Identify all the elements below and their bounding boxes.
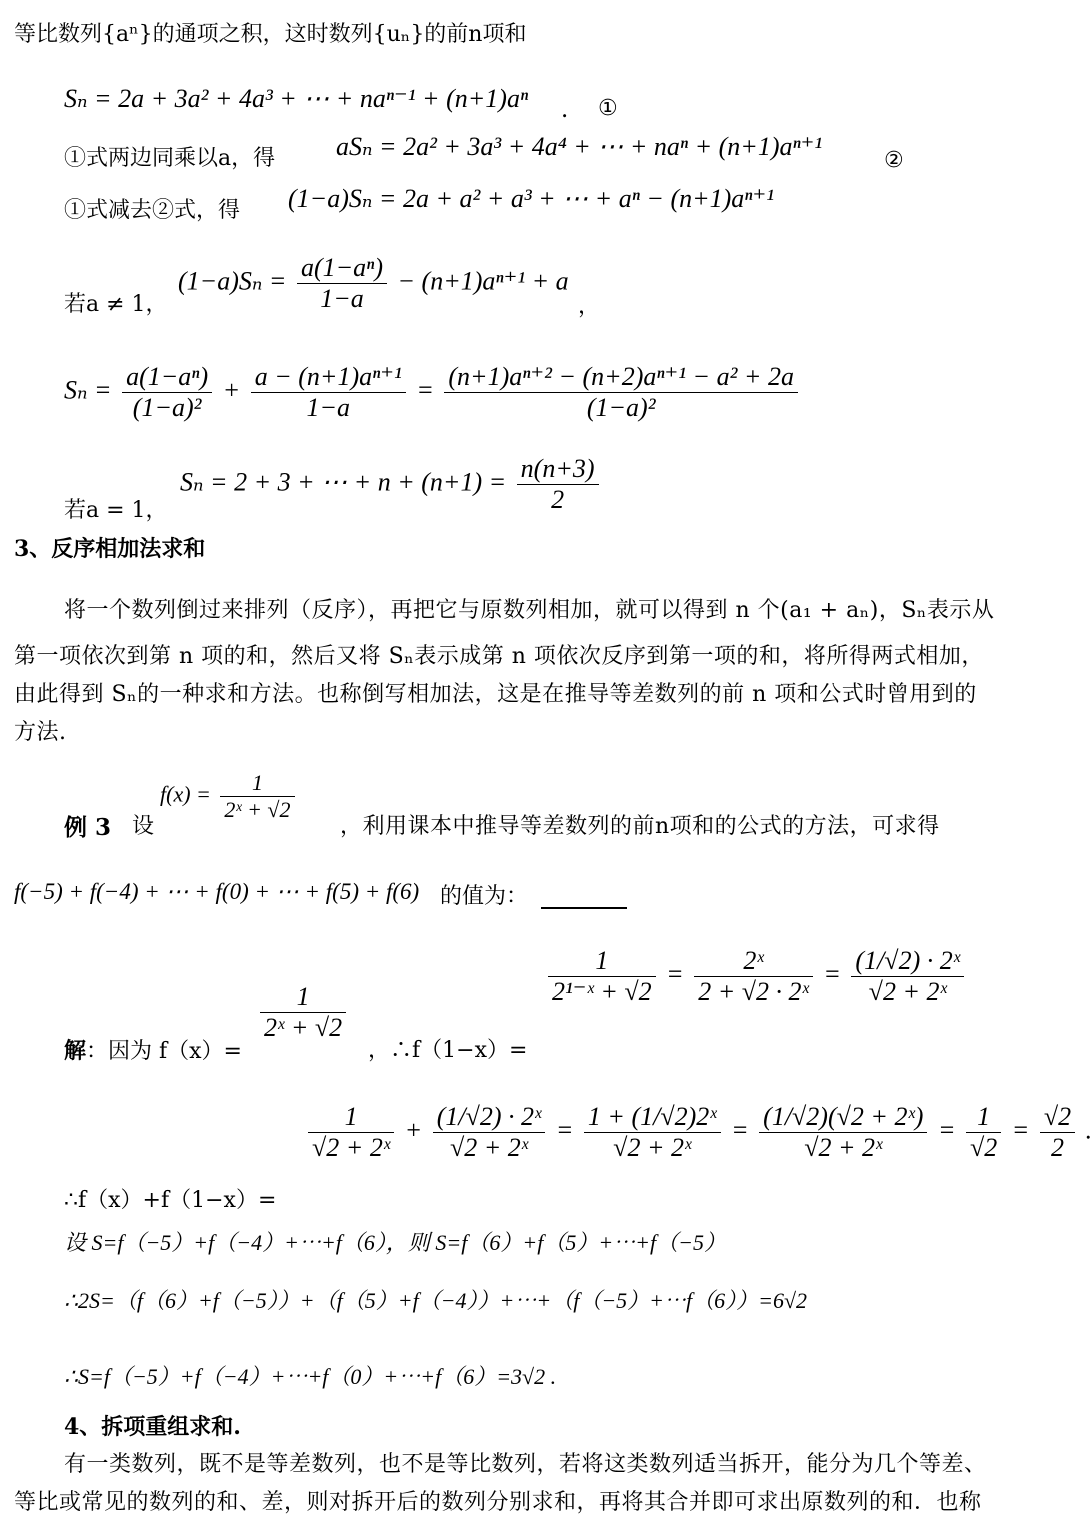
- denominator: 2: [1040, 1132, 1075, 1161]
- lhs: Sₙ = 2 + 3 + ⋯ + n + (n+1) =: [180, 467, 507, 497]
- s-result: ∴S=f（−5）+f（−4）+⋯+f（0）+⋯+f（6）=3√2 .: [64, 1364, 557, 1389]
- numerator: a(1−aⁿ): [126, 362, 209, 391]
- example-3-question: ，利用课本中推导等差数列的前n项和的公式的方法，可求得: [340, 814, 940, 839]
- equals: =: [1011, 1115, 1030, 1145]
- lhs: (1−a)Sₙ =: [178, 266, 287, 296]
- fraction-2: [251, 364, 406, 421]
- denominator: 2¹⁻ˣ + √2: [548, 976, 656, 1005]
- equals: =: [555, 1115, 574, 1145]
- rest: − (n+1)aⁿ⁺¹ + a: [397, 266, 569, 296]
- sum-fraction-5: [966, 1104, 1001, 1161]
- fraction-3: [694, 948, 813, 1005]
- denominator: 2ˣ + √2: [260, 1012, 346, 1041]
- equals: =: [823, 959, 841, 989]
- numerator: 1 + (1/√2)2ˣ: [587, 1102, 717, 1131]
- example-3-sum: f(−5) + f(−4) + ⋯ + f(0) + ⋯ + f(5) + f(6): [14, 879, 420, 904]
- formula-case-a-neq-1: [178, 255, 569, 312]
- fraction-4: [851, 948, 964, 1005]
- numerator: 1: [344, 1102, 358, 1131]
- denominator: √2 + 2ˣ: [584, 1132, 721, 1161]
- denominator: 1−a: [251, 392, 406, 421]
- paragraph-3-line-2: 第一项依次到第 n 项的和，然后又将 Sₙ表示成第 n 项依次反序到第一项的和，将所得两式相加，: [14, 644, 984, 669]
- numerator: 2ˣ: [743, 946, 764, 975]
- fraction-3: [444, 364, 798, 421]
- text-multiply-by-a: ①式两边同乘以a，得: [64, 146, 276, 171]
- equals: =: [731, 1115, 749, 1145]
- fraction-2: [548, 948, 656, 1005]
- example-3-ask: [440, 886, 627, 909]
- formula-difference: (1−a)Sₙ = 2a + a² + a³ + ⋯ + aⁿ − (n+1)aⁿ⁺¹: [288, 184, 775, 213]
- denominator: √2 + 2ˣ: [851, 976, 964, 1005]
- solution-label: 解: [64, 1038, 87, 1064]
- example-3-fx: [160, 772, 299, 821]
- denominator: 2: [517, 484, 599, 513]
- denominator: √2 + 2ˣ: [759, 1132, 927, 1161]
- numerator: √2: [1043, 1102, 1072, 1131]
- fraction-1: [260, 984, 346, 1041]
- solution-f1mx: [544, 948, 968, 1005]
- denominator: 2 + √2 · 2ˣ: [694, 976, 813, 1005]
- solution-text: ：因为 f（x）=: [86, 1039, 242, 1064]
- solution-intro: [64, 1040, 242, 1063]
- paragraph-4-line-2: 等比或常见的数列的和、差，则对拆开后的数列分别求和，再将其合并即可求出原数列的和．也称: [14, 1490, 982, 1515]
- section-heading-3: 3、反序相加法求和: [14, 536, 206, 562]
- numerator: (1/√2) · 2ˣ: [855, 946, 961, 975]
- text-line-1: 等比数列{aⁿ}的通项之积，这时数列{uₙ}的前n项和: [14, 22, 527, 47]
- fx-fraction: [220, 772, 294, 821]
- denominator: √2 + 2ˣ: [308, 1132, 394, 1161]
- numerator: a − (n+1)aⁿ⁺¹: [254, 362, 402, 391]
- equals: =: [937, 1115, 956, 1145]
- solution-fx: [256, 984, 350, 1041]
- numerator: a(1−aⁿ): [300, 253, 384, 282]
- fraction: [297, 255, 387, 312]
- plus: +: [222, 375, 241, 405]
- example-3-she: 设: [132, 814, 155, 839]
- sum-fraction-1: [308, 1104, 394, 1161]
- numerator: n(n+3): [520, 454, 595, 483]
- sum-fraction-6: [1040, 1104, 1075, 1161]
- denominator: √2: [966, 1132, 1001, 1161]
- s-definition: 设 S=f（−5）+f（−4）+⋯+f（6），则 S=f（6）+f（5）+⋯+f（−5）: [64, 1230, 726, 1255]
- fx-lhs: f(x) =: [160, 781, 211, 807]
- paragraph-3-line-4: 方法.: [14, 720, 67, 745]
- numerator: 1: [977, 1102, 991, 1131]
- formula-sn-dot: .: [562, 94, 569, 123]
- numerator: 1: [595, 946, 609, 975]
- numerator: (1/√2)(√2 + 2ˣ): [763, 1102, 924, 1131]
- numerator: 1: [251, 770, 263, 795]
- formula-sn: Sₙ = 2a + 3a² + 4a³ + ⋯ + naⁿ⁻¹ + (n+1)aⁿ: [64, 84, 529, 113]
- s-double: ∴2S=（f（6）+f（−5））+（f（5）+f（−4））+⋯+（f（−5）+⋯f（6））=6√2: [64, 1288, 808, 1313]
- comma: ，: [578, 294, 601, 319]
- sum-chain: [304, 1104, 1092, 1161]
- equals: =: [416, 375, 434, 405]
- text-subtract: ①式减去②式，得: [64, 198, 241, 223]
- plus: +: [404, 1115, 423, 1145]
- period: .: [1085, 1115, 1092, 1145]
- sum-fraction-2: [433, 1104, 546, 1161]
- numerator: 1: [296, 982, 310, 1011]
- denominator: 2ˣ + √2: [220, 796, 294, 821]
- text-if-a-neq-1: 若a ≠ 1，: [64, 292, 168, 317]
- sum-fraction-3: [584, 1104, 721, 1161]
- paragraph-3-line-3: 由此得到 Sₙ的一种求和方法。也称倒写相加法，这是在推导等差数列的前 n 项和公式时曾用到的: [14, 682, 977, 707]
- answer-blank: [541, 907, 627, 909]
- denominator: (1−a)²: [444, 392, 798, 421]
- ask-text: 的值为：: [440, 884, 529, 909]
- paragraph-3-line-1: 将一个数列倒过来排列（反序），再把它与原数列相加，就可以得到 n 个(a₁ + aₙ)，Sₙ表示从: [64, 598, 995, 623]
- fraction: [517, 456, 599, 513]
- sum-fraction-4: [759, 1104, 927, 1161]
- denominator: 1−a: [297, 283, 387, 312]
- section-heading-4: 4、拆项重组求和.: [64, 1414, 241, 1440]
- text-if-a-eq-1: 若a = 1，: [64, 498, 168, 523]
- denominator: (1−a)²: [122, 392, 212, 421]
- numerator: (n+1)aⁿ⁺² − (n+2)aⁿ⁺¹ − a² + 2a: [448, 362, 794, 391]
- formula-sn-closed: [64, 364, 802, 421]
- formula-asn: aSₙ = 2a² + 3a³ + 4a⁴ + ⋯ + naⁿ + (n+1)aⁿ⁺¹: [336, 132, 823, 161]
- numerator: (1/√2) · 2ˣ: [436, 1102, 542, 1131]
- formula-case-a-eq-1: [180, 456, 603, 513]
- lhs: Sₙ =: [64, 375, 112, 405]
- fraction-1: [122, 364, 212, 421]
- equation-marker-2: ②: [884, 148, 904, 173]
- paragraph-4-line-1: 有一类数列，既不是等差数列，也不是等比数列，若将这类数列适当拆开，能分为几个等差、: [64, 1452, 987, 1477]
- example-3-label: 例 3: [64, 814, 112, 841]
- equation-marker-1: ①: [598, 96, 618, 121]
- solution-therefore: ，∴f（1−x）=: [368, 1038, 528, 1063]
- equals: =: [666, 959, 684, 989]
- sum-lhs: ∴f（x）+f（1−x）=: [64, 1188, 277, 1213]
- denominator: √2 + 2ˣ: [433, 1132, 546, 1161]
